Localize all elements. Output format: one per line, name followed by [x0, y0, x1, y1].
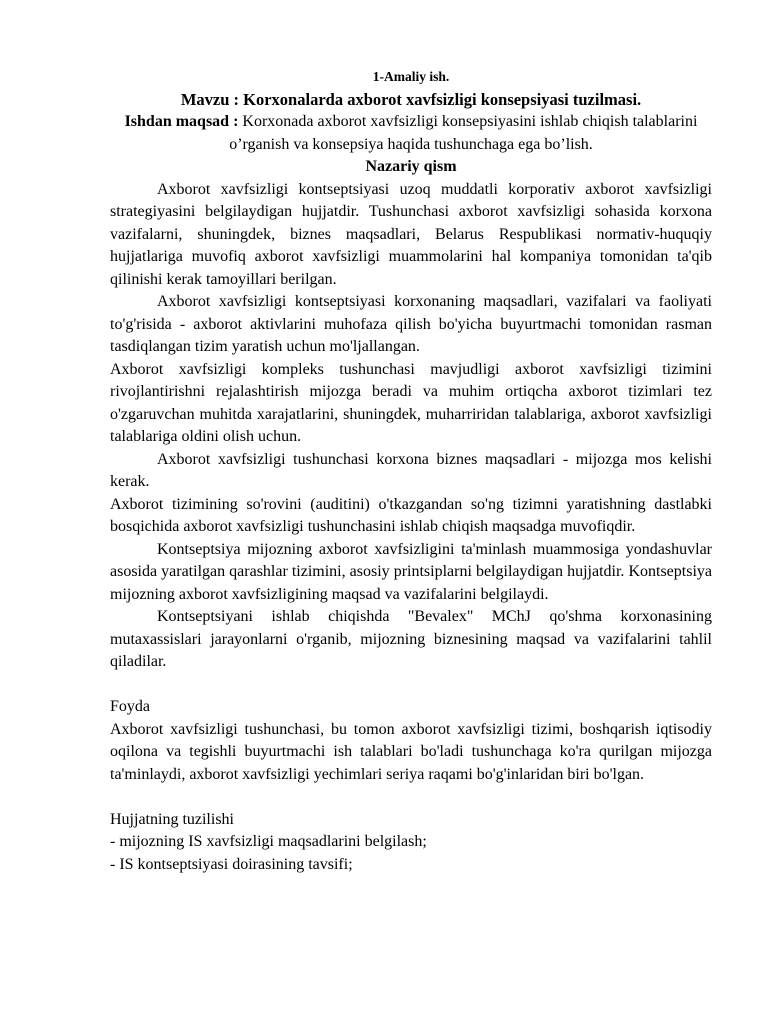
- structure-item: - IS kontseptsiyasi doirasining tavsifi;: [110, 855, 353, 873]
- goal-statement: [110, 111, 712, 156]
- blank-line: [110, 786, 712, 809]
- paragraph-3: Axborot xavfsizligi kompleks tushunchasi mavjudligi axborot xavfsizligi tizimini rivojlantirishni rejalashtirish mijozga beradi va muhim ortiqcha axborot tizimlari tez o'zgaruvchan muhitda xarajatlarini, shuningdek, muharriridan talablariga, axborot xavfsizligi talablariga oldini olish uchun.: [110, 360, 712, 445]
- paragraph-2: Axborot xavfsizligi kontseptsiyasi korxonaning maqsadlari, vazifalari va faoliyati to'g'risida - axborot aktivlarini muhofaza qilish bo'yicha buyurtmachi tomonidan rasman tasdiqlangan tizim yaratish uchun mo'ljallangan.: [110, 293, 712, 355]
- paragraph-5: Axborot tizimining so'rovini (auditini) o'tkazgandan so'ng tizimni yaratishning dastlabki bosqichida axborot xavfsizligi tushunchasini ishlab chiqish maqsadga muvofiqdir.: [110, 495, 712, 535]
- paragraph-4: Axborot xavfsizligi tushunchasi korxona biznes maqsadlari - mijozga mos kelishi kerak.: [110, 450, 712, 490]
- benefit-heading: Foyda: [110, 698, 150, 715]
- paragraph-7: Kontseptsiyani ishlab chiqishda "Bevalex" MChJ qo'shma korxonasining mutaxassislari jarayonlarni o'rganib, mijozning biznesining maqsad va vazifalarini tahlil qiladilar.: [110, 608, 712, 670]
- topic-title: Mavzu : Korxonalarda axborot xavfsizligi konsepsiyasi tuzilmasi.: [180, 90, 642, 109]
- paragraph-6: Kontseptsiya mijozning axborot xavfsizligini ta'minlash muammosiga yondashuvlar asosida yaratilgan qarashlar tizimini, asosiy printsiplarni belgilaydigan hujjatdir. Kontseptsiya mijozning axborot xavfsizligining maqsad va vazifalarini belgilaydi.: [110, 540, 712, 603]
- lab-number: 1-Amaliy ish.: [372, 69, 450, 84]
- paragraph-1: Axborot xavfsizligi kontseptsiyasi uzoq muddatli korporativ axborot xavfsizligi strategiyasini belgilaydigan hujjatdir. Tushunchasi axborot xavfsizligi sohasida korxona vazifalarni, shuningdek, biznes maqsadlari, Belarus Respublikasi normativ-huquqiy hujjatlariga muvofiq axborot xavfsizligi muammolarini hal kompaniya tomonidan ta'qib qilinishi kerak tamoyillari berilgan.: [110, 180, 712, 288]
- structure-heading: Hujjatning tuzilishi: [110, 810, 234, 828]
- blank-line: [110, 674, 712, 697]
- section-heading: Nazariy qism: [365, 158, 457, 175]
- goal-text: Korxonada axborot xavfsizligi konsepsiyasini ishlab chiqish talablarini o’rganish va konsepsiya haqida tushunchaga ega bo’lish.: [229, 113, 698, 153]
- document-body: [110, 68, 712, 876]
- benefit-text: Axborot xavfsizligi tushunchasi, bu tomon axborot xavfsizligi tizimi, boshqarish iqtisodiy oqilona va tegishli buyurtmachi ish talablari bo'ladi tushunchaga ko'ra qurilgan mijozga ta'minlaydi, axborot xavfsizligi yechimlari seriya raqami bo'g'inlaridan biri bo'lgan.: [110, 720, 712, 783]
- goal-label: Ishdan maqsad :: [124, 113, 239, 130]
- structure-item: - mijozning IS xavfsizligi maqsadlarini belgilash;: [110, 833, 427, 850]
